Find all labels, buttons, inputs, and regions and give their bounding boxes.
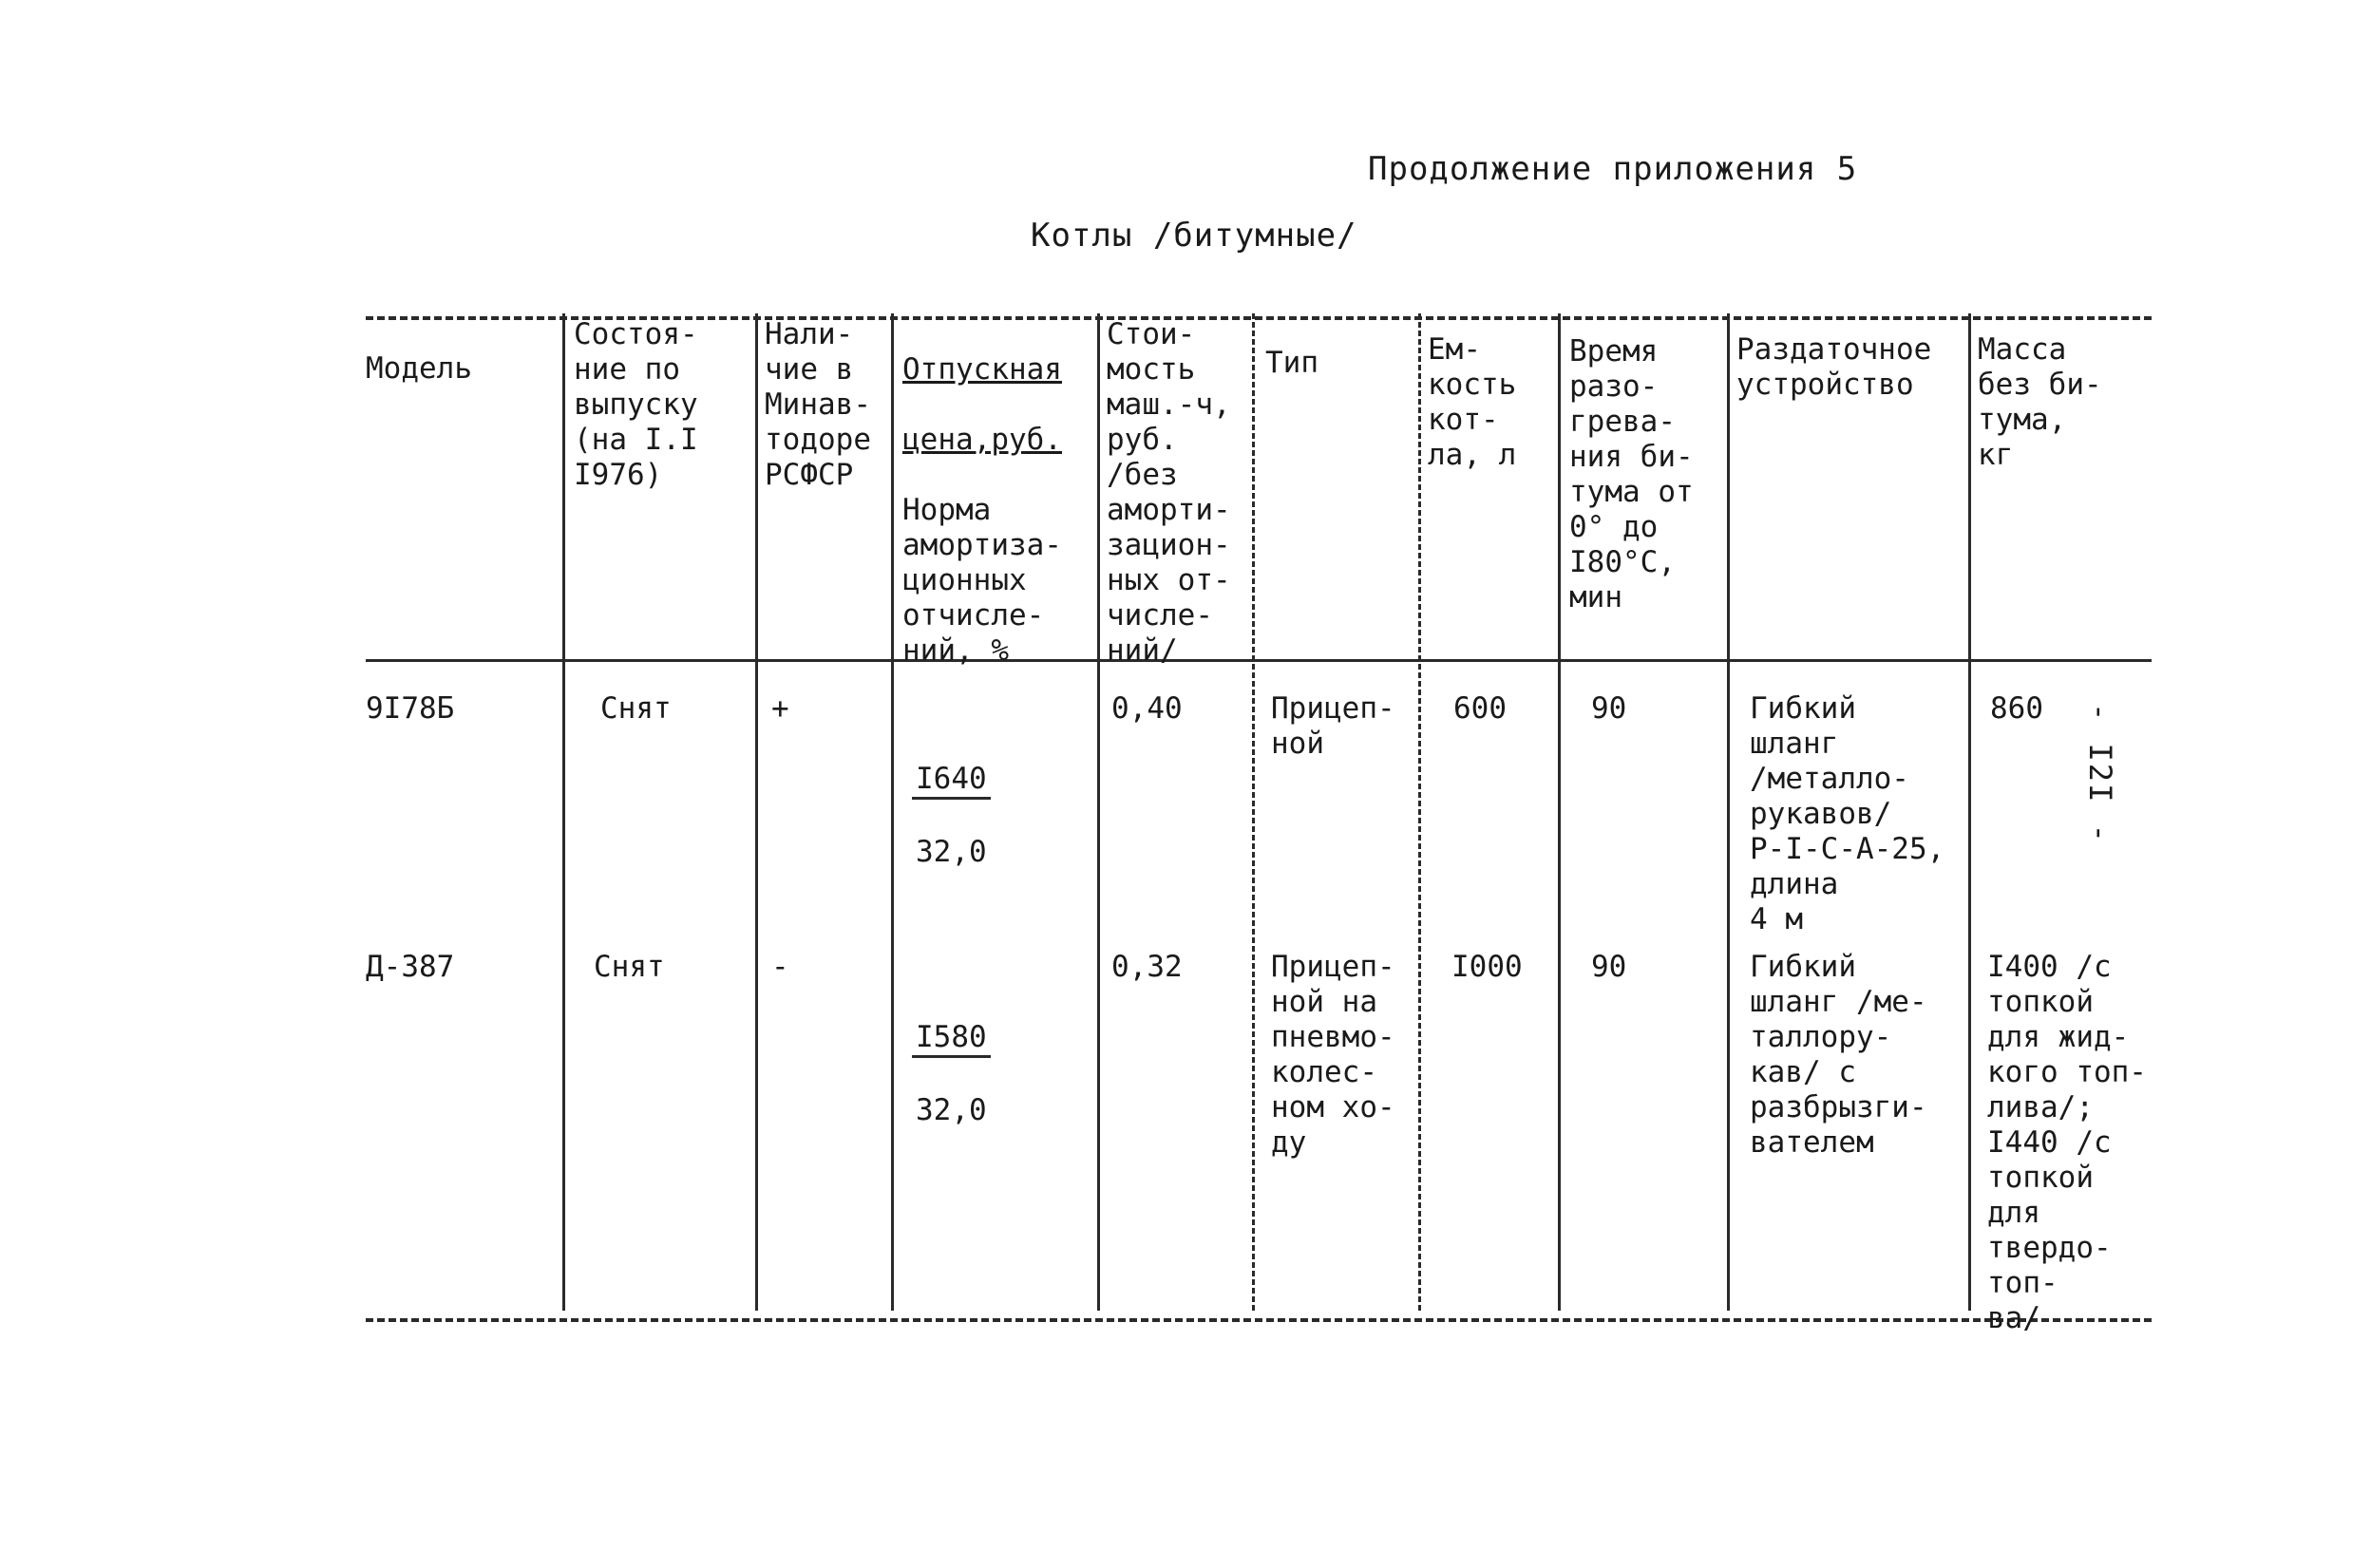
table-bottom-rule [366, 1318, 2152, 1322]
header-mass: Масса без би- тума, кг [1978, 332, 2102, 472]
row1-dispenser: Гибкий шланг /металло- рукавов/ Р-I-С-А-25, длина 4 м [1750, 691, 1945, 936]
column-divider [891, 313, 894, 1311]
continuation-label: Продолжение приложения 5 [1368, 150, 1858, 188]
row1-state: Снят [600, 691, 672, 726]
header-price-mid: цена,руб. [902, 423, 1062, 457]
header-capacity: Ем- кость кот- ла, л [1428, 332, 1517, 472]
table-title: Котлы /битумные/ [1031, 217, 1357, 255]
header-availability: Нали- чие в Минав- тодоре РСФСР [765, 317, 871, 492]
column-divider [1418, 313, 1421, 1311]
header-price [902, 317, 1062, 669]
row1-model: 9I78Б [366, 691, 455, 726]
row2-type: Прицеп- ной на пневмо- колес- ном хо- ду [1271, 950, 1395, 1160]
row1-cost: 0,40 [1111, 691, 1183, 726]
price-fraction [912, 727, 991, 905]
row2-capacity: I000 [1451, 950, 1523, 984]
row2-cost: 0,32 [1111, 950, 1183, 984]
column-divider [1097, 313, 1100, 1311]
row1-time: 90 [1591, 691, 1627, 726]
price-value: I580 [912, 1020, 991, 1058]
row2-mass: I400 /с топкой для жид- кого топ- лива/; I440 /с топкой для твердо- топ- ва/ [1987, 950, 2147, 1335]
header-model: Модель [366, 351, 472, 386]
amortization-rate: 32,0 [916, 1093, 987, 1127]
column-divider [1968, 313, 1971, 1311]
header-bottom-rule [366, 659, 2152, 662]
column-divider [1727, 313, 1730, 1311]
row2-state: Снят [594, 950, 665, 984]
header-dispenser: Раздаточное устройство [1736, 332, 1932, 402]
page-number: - I2I - [2082, 703, 2118, 844]
row1-price [912, 691, 991, 905]
row1-mass: 860 [1990, 691, 2043, 726]
row2-price [912, 950, 991, 1163]
price-fraction [912, 985, 991, 1163]
header-price-rest: Норма амортиза- ционных отчисле- ний, % [902, 493, 1062, 668]
row2-model: Д-387 [366, 950, 455, 984]
header-price-top: Отпускная [902, 352, 1062, 387]
header-time: Время разо- грева- ния би- тума от 0° до I80°С, мин [1569, 334, 1694, 614]
row2-availability: - [771, 950, 789, 984]
row1-type: Прицеп- ной [1271, 691, 1395, 761]
header-cost: Стои- мость маш.-ч, руб. /без аморти- зацион- ных от- числе- ний/ [1107, 317, 1231, 668]
header-state: Состоя- ние по выпуску (на I.I I976) [574, 317, 698, 492]
amortization-rate: 32,0 [916, 835, 987, 869]
row1-capacity: 600 [1453, 691, 1507, 726]
column-divider [1252, 313, 1255, 1311]
column-divider [755, 313, 758, 1311]
header-type: Тип [1265, 346, 1318, 380]
row1-availability: + [771, 691, 789, 726]
column-divider [562, 313, 565, 1311]
row2-dispenser: Гибкий шланг /ме- таллору- кав/ с разбрызги- вателем [1750, 950, 1927, 1160]
price-value: I640 [912, 762, 991, 800]
row2-time: 90 [1591, 950, 1627, 984]
column-divider [1558, 313, 1561, 1311]
